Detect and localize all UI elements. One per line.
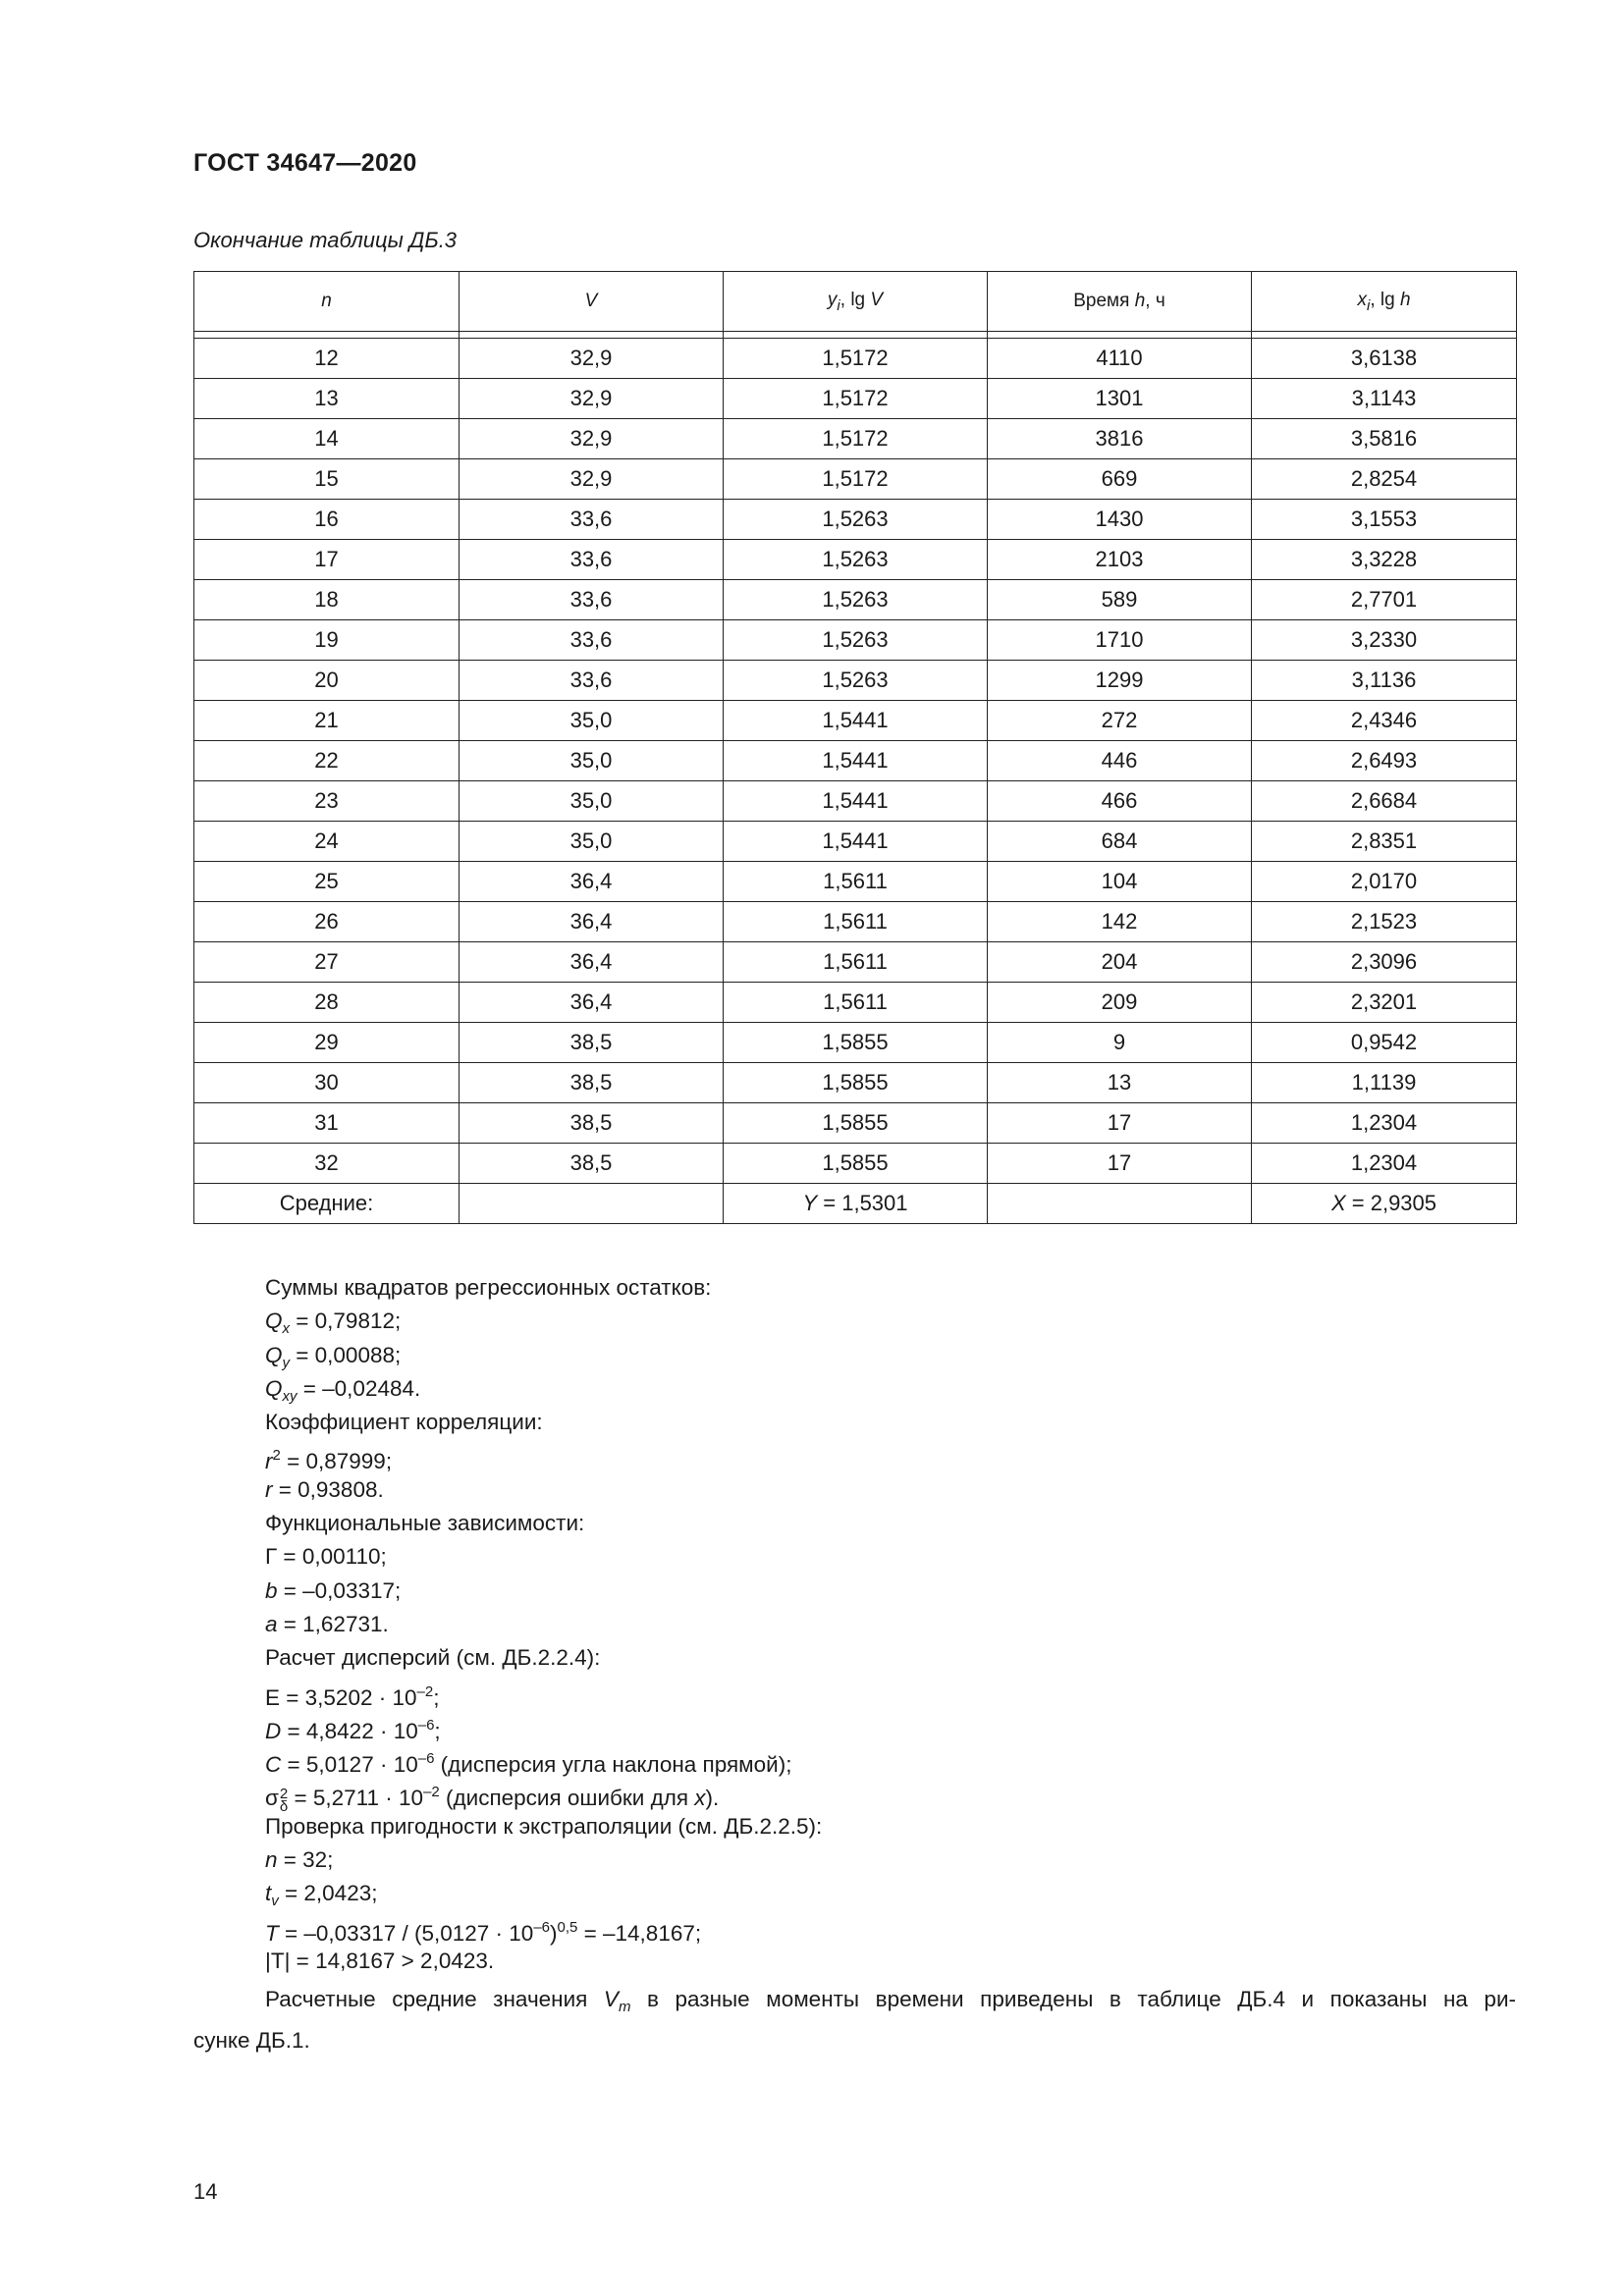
table-cell: 1,5172 (724, 339, 988, 379)
table-cell: 1,5263 (724, 500, 988, 540)
qxy-line: $Q_{xy} = -0,02484$. (265, 1375, 421, 1405)
func-heading: Функциональные зависимости: (265, 1511, 585, 1536)
table-header-row (194, 272, 1517, 332)
gamma-line: Г = 0,00110; (265, 1544, 387, 1570)
table-cell: 1299 (988, 661, 1252, 701)
table-cell: 35,0 (460, 741, 724, 781)
table-cell: 33,6 (460, 500, 724, 540)
table-cell: 1710 (988, 620, 1252, 661)
table-cell: 32,9 (460, 339, 724, 379)
table-cell: 1,5441 (724, 822, 988, 862)
table-cell: 36,4 (460, 862, 724, 902)
table-cell: 32 (194, 1144, 460, 1184)
sigma-line: σ 2 δ = $5,2711 \cdot 10^{-2}$ (дисперсия ошибки для x). (265, 1784, 720, 1815)
table-cell: 684 (988, 822, 1252, 862)
abs-t-line: |T| = 14,8167 > 2,0423. (265, 1948, 495, 1973)
table-cell: 15 (194, 459, 460, 500)
final-paragraph (193, 1983, 1516, 2057)
table-cell: 17 (988, 1103, 1252, 1144)
table-cell: 1301 (988, 379, 1252, 419)
table-cell: 466 (988, 781, 1252, 822)
table-cell: 31 (194, 1103, 460, 1144)
n-line: n = 32; (265, 1847, 334, 1873)
table-row (194, 661, 1517, 701)
table-cell: 3,6138 (1252, 339, 1517, 379)
table-cell: 33,6 (460, 620, 724, 661)
table-cell: 29 (194, 1023, 460, 1063)
document-header: ГОСТ 34647—2020 (193, 149, 417, 177)
table-cell (988, 1184, 1252, 1224)
data-table (193, 271, 1517, 1224)
col-header-time: Время h, ч (988, 272, 1252, 332)
table-cell: 28 (194, 983, 460, 1023)
table-cell: 1,5263 (724, 580, 988, 620)
table-cell: 21 (194, 701, 460, 741)
table-row (194, 983, 1517, 1023)
table-cell: 1,5263 (724, 540, 988, 580)
table-caption: Окончание таблицы ДБ.3 (193, 228, 458, 252)
d-line: $D = 4,8422 \cdot 10^{-6}$; (265, 1716, 441, 1743)
table-cell: 35,0 (460, 822, 724, 862)
table-cell: 272 (988, 701, 1252, 741)
table-cell: 33,6 (460, 540, 724, 580)
page-number: 14 (193, 2179, 218, 2204)
table-cell: 2,8351 (1252, 822, 1517, 862)
sums-heading: Суммы квадратов регрессионных остатков: (265, 1275, 712, 1300)
avg-label: Средние: (194, 1184, 460, 1224)
table-cell: 3,3228 (1252, 540, 1517, 580)
col-header-n: n (194, 272, 460, 332)
final-line-2: сунке ДБ.1. (193, 2028, 310, 2053)
table-cell: 3,5816 (1252, 419, 1517, 459)
table-cell: 1,5172 (724, 459, 988, 500)
table-cell: 30 (194, 1063, 460, 1103)
table-cell: 38,5 (460, 1063, 724, 1103)
table-row (194, 419, 1517, 459)
table-cell: 13 (988, 1063, 1252, 1103)
avg-x: X = 2,9305 (1252, 1184, 1517, 1224)
table-row (194, 379, 1517, 419)
table-cell: 1,5611 (724, 983, 988, 1023)
table-cell: 35,0 (460, 781, 724, 822)
table-cell: 17 (194, 540, 460, 580)
table-cell: 589 (988, 580, 1252, 620)
corr-heading: Коэффициент корреляции: (265, 1410, 543, 1435)
b-line: b = –0,03317; (265, 1577, 402, 1603)
table-cell: 2,7701 (1252, 580, 1517, 620)
table-cell: 32,9 (460, 379, 724, 419)
table-cell: 2,1523 (1252, 902, 1517, 942)
table-cell: 1,5855 (724, 1063, 988, 1103)
table-cell: 2,4346 (1252, 701, 1517, 741)
table-cell: 1,5172 (724, 419, 988, 459)
table-row (194, 1063, 1517, 1103)
tv-line: $t_v = 2,0423$; (265, 1881, 378, 1910)
table-cell: 26 (194, 902, 460, 942)
table-cell: 14 (194, 419, 460, 459)
table-cell: 22 (194, 741, 460, 781)
final-line-1: Расчетные средние значения $V_m$ в разные моменты времени приведены в таблице ДБ.4 и показаны на ри- (265, 1987, 1517, 2015)
table-cell: 2103 (988, 540, 1252, 580)
averages-row (194, 1184, 1517, 1224)
table-cell: 446 (988, 741, 1252, 781)
table-cell: 3,1553 (1252, 500, 1517, 540)
table-cell: 25 (194, 862, 460, 902)
table-row (194, 620, 1517, 661)
table-row (194, 701, 1517, 741)
header-separator (194, 332, 1517, 339)
c-line: $C = 5,0127 \cdot 10^{-6}$ (дисперсия угла наклона прямой); (265, 1750, 792, 1778)
table-row (194, 459, 1517, 500)
table-cell: 1,5172 (724, 379, 988, 419)
t-line: $T = -0,03317 / (5,0127 \cdot 10^{-6})^{0,5} = -14,8167$; (265, 1918, 702, 1946)
table-cell: 20 (194, 661, 460, 701)
table-cell: 1,5855 (724, 1023, 988, 1063)
table-row (194, 1103, 1517, 1144)
table-cell: 2,8254 (1252, 459, 1517, 500)
table-cell: 12 (194, 339, 460, 379)
table-cell: 2,6684 (1252, 781, 1517, 822)
table-cell: 142 (988, 902, 1252, 942)
table-cell: 2,0170 (1252, 862, 1517, 902)
r2-line: $r^2 = 0,87999$; (265, 1447, 393, 1474)
table-cell: 33,6 (460, 580, 724, 620)
table-cell: 669 (988, 459, 1252, 500)
table-row (194, 862, 1517, 902)
table-cell: 1,5263 (724, 661, 988, 701)
table-cell: 35,0 (460, 701, 724, 741)
results-text (265, 1271, 822, 1978)
table-cell: 1,2304 (1252, 1103, 1517, 1144)
r-line: r = 0,93808. (265, 1476, 384, 1502)
table-cell: 204 (988, 942, 1252, 983)
avg-y: Y = 1,5301 (724, 1184, 988, 1224)
table-row (194, 741, 1517, 781)
table-cell: 36,4 (460, 902, 724, 942)
e-line: $E = 3,5202 \cdot 10^{-2}$; (265, 1682, 440, 1710)
table-cell: 33,6 (460, 661, 724, 701)
table-cell: 104 (988, 862, 1252, 902)
table-row (194, 1144, 1517, 1184)
table-cell: 1,5263 (724, 620, 988, 661)
table-cell: 1,1139 (1252, 1063, 1517, 1103)
col-header-yi: $y_i$, lg V (724, 272, 988, 332)
table-row (194, 1023, 1517, 1063)
table-cell: 3816 (988, 419, 1252, 459)
table-row (194, 339, 1517, 379)
table-cell: 1,5611 (724, 942, 988, 983)
table-cell: 4110 (988, 339, 1252, 379)
table-cell: 209 (988, 983, 1252, 1023)
table-cell: 2,3201 (1252, 983, 1517, 1023)
table-cell: 9 (988, 1023, 1252, 1063)
table-cell: 19 (194, 620, 460, 661)
table-cell: 2,3096 (1252, 942, 1517, 983)
table-cell: 36,4 (460, 983, 724, 1023)
table-row (194, 580, 1517, 620)
table-cell (460, 1184, 724, 1224)
table-cell: 1,5441 (724, 741, 988, 781)
table-row (194, 781, 1517, 822)
col-header-xi: $x_i$, lg h (1252, 272, 1517, 332)
table-cell: 32,9 (460, 419, 724, 459)
table-cell: 24 (194, 822, 460, 862)
table-cell: 36,4 (460, 942, 724, 983)
table-cell: 27 (194, 942, 460, 983)
table-cell: 16 (194, 500, 460, 540)
table-cell: 1,5441 (724, 701, 988, 741)
table-cell: 38,5 (460, 1023, 724, 1063)
table-cell: 1430 (988, 500, 1252, 540)
extrap-heading: Проверка пригодности к экстраполяции (см. ДБ.2.2.5): (265, 1813, 823, 1839)
table-cell: 17 (988, 1144, 1252, 1184)
table-row (194, 540, 1517, 580)
table-cell: 3,1143 (1252, 379, 1517, 419)
table-cell: 1,5855 (724, 1103, 988, 1144)
disp-heading: Расчет дисперсий (см. ДБ.2.2.4): (265, 1645, 601, 1671)
table-row (194, 500, 1517, 540)
table-cell: 3,2330 (1252, 620, 1517, 661)
col-header-v: V (460, 272, 724, 332)
table-row (194, 822, 1517, 862)
table-row (194, 902, 1517, 942)
table-cell: 3,1136 (1252, 661, 1517, 701)
table-cell: 1,2304 (1252, 1144, 1517, 1184)
table-row (194, 942, 1517, 983)
table-cell: 1,5855 (724, 1144, 988, 1184)
table-cell: 38,5 (460, 1103, 724, 1144)
table-cell: 2,6493 (1252, 741, 1517, 781)
table-cell: 32,9 (460, 459, 724, 500)
table-cell: 23 (194, 781, 460, 822)
a-line: a = 1,62731. (265, 1611, 389, 1636)
table-cell: 1,5441 (724, 781, 988, 822)
table-cell: 18 (194, 580, 460, 620)
table-cell: 38,5 (460, 1144, 724, 1184)
table-cell: 1,5611 (724, 902, 988, 942)
qx-line: $Q_x = 0,79812$; (265, 1308, 402, 1338)
table-cell: 13 (194, 379, 460, 419)
table-cell: 1,5611 (724, 862, 988, 902)
qy-line: $Q_y = 0,00088$; (265, 1342, 402, 1371)
table-cell: 0,9542 (1252, 1023, 1517, 1063)
